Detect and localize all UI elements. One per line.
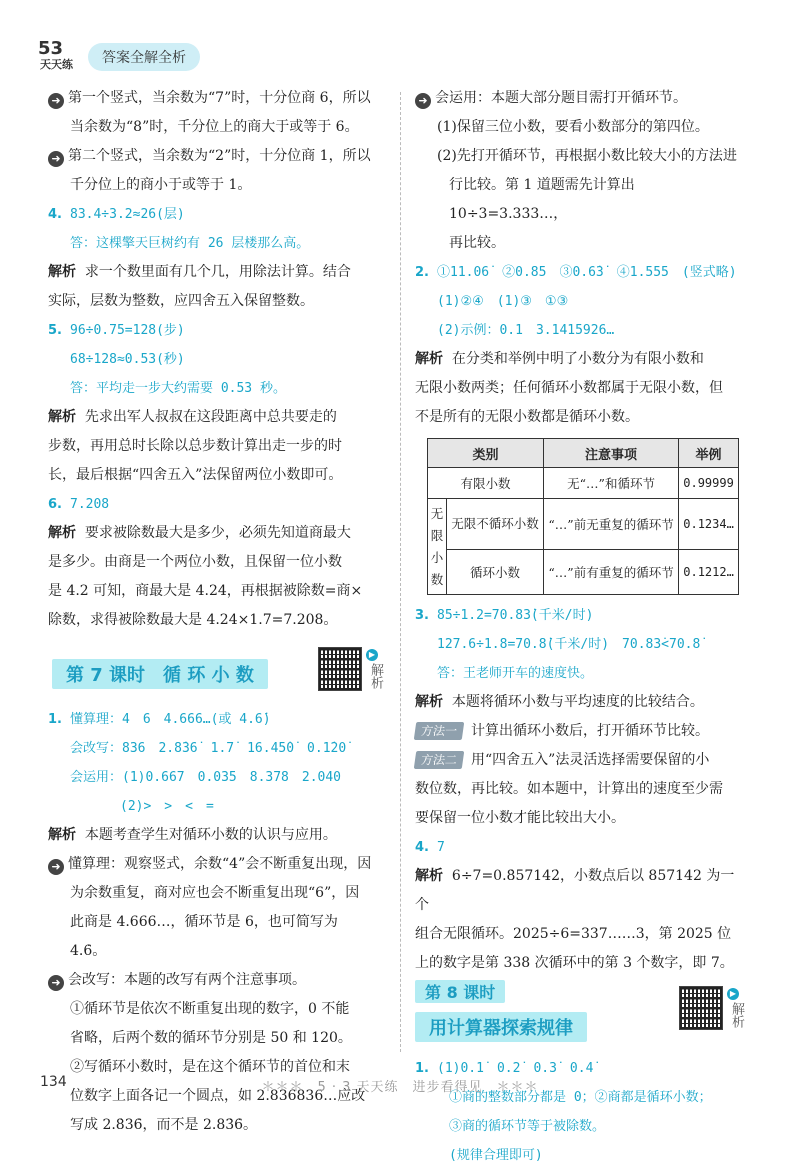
answer-line: 会运用：(1)0.667 0.035 8.378 2.040 <box>70 770 342 785</box>
arrow-icon: ➜ <box>48 859 64 875</box>
answer-6: 6. 7.208 <box>48 497 110 512</box>
lesson-number: 第 8 课时 <box>415 980 505 1003</box>
brand-logo <box>36 40 80 74</box>
text-line: 省略，后两个数的循环节分别是 50 和 120。 <box>70 1030 352 1046</box>
arrow-icon: ➜ <box>48 151 64 167</box>
explanation: 解析 要求被除数最大是多少，必须先知道商最大 <box>48 525 351 541</box>
explanation: 解析 先求出军人叔叔在这段距离中总共要走的 <box>48 409 337 425</box>
text-line: ➜ 第二个竖式，当余数为“2”时，十分位商 1，所以 <box>48 142 378 171</box>
table-row: 循环小数 “…”前有重复的循环节 0.1212… <box>428 550 739 595</box>
explanation: 解析 本题将循环小数与平均速度的比较结合。 <box>415 694 704 710</box>
method-1: 方法一 计算出循环小数后，打开循环节比较。 <box>415 717 745 746</box>
text-line: ➜ 会运用：本题大部分题目需打开循环节。 <box>415 84 745 113</box>
text-line: 不是所有的无限小数都是循环小数。 <box>415 409 639 425</box>
text-line: 行比较。第 1 道题需先计算出 10÷3=3.333…， <box>449 177 635 222</box>
answer-line: (规律合理即可) <box>449 1148 543 1163</box>
text-line: ➜ 懂算理：观察竖式，余数“4”会不断重复出现，因 <box>48 850 378 879</box>
text-line: 组合无限循环。2025÷6=337……3，第 2025 位 <box>415 926 732 942</box>
answer-4: 4. 83.4÷3.2≈26(层) <box>48 207 185 222</box>
text-line: 长，最后根据“四舍五入”法保留两位小数即可。 <box>48 467 343 483</box>
table-header: 类别 <box>428 439 544 468</box>
answer-line: ①商的整数部分都是 0；②商都是循环小数； <box>449 1090 712 1105</box>
arrow-icon: ➜ <box>48 975 64 991</box>
qr-label: 解析 <box>729 1002 744 1028</box>
text-line: 上的数字是第 338 次循环中的第 3 个数字，即 7。 <box>415 955 734 971</box>
answer-2: 2. ①11.06̇ ②0.85 ③0.6̇3̇ ④1.555 (竖式略) <box>415 265 737 280</box>
text-line: 写成 2.8̇36̇，而不是 2.83̇6̇。 <box>70 1117 258 1133</box>
table-row: 有限小数 无“…”和循环节 0.99999 <box>428 468 739 499</box>
left-column <box>48 84 383 1140</box>
text-line: ①循环节是依次不断重复出现的数字，0 不能 <box>70 1001 350 1017</box>
explanation: 解析 求一个数里面有几个几，用除法计算。结合 <box>48 264 351 280</box>
lesson-title: 用计算器探索规律 <box>415 1012 587 1042</box>
answer-s1: 1. 懂算理：4 6 4.666…(或 4.6̇) <box>48 712 271 727</box>
text-line: 是多少。由商是一个两位小数，且保留一位小数 <box>48 554 342 570</box>
text-line: 是 4.2 可知，商最大是 4.24，再根据被除数=商× <box>48 583 363 599</box>
qr-label: 解析 <box>368 663 383 689</box>
text-line: 数位数，再比较。如本题中，计算出的速度至少需 <box>415 781 723 797</box>
answer-p1: 1. (1)0.1̇ 0.2̇ 0.3̇ 0.4̇ <box>415 1061 594 1076</box>
method-2: 方法二 用“四舍五入”法灵活选择需要保留的小 <box>415 746 745 775</box>
logo-number: 53 <box>38 38 64 59</box>
qr-code-icon[interactable] <box>679 986 723 1030</box>
text-line: (2)先打开循环节，再根据小数比较大小的方法进 <box>437 148 737 164</box>
answer-line: 会改写：836 2.8̇36̇ 1.7̇ 16.45̇0̇ 0.1̇20̇ <box>70 741 347 756</box>
text-line: ➜ 会改写：本题的改写有两个注意事项。 <box>48 966 378 995</box>
play-icon: ▶ <box>727 988 739 1000</box>
answer-line: (2)> > < = <box>120 799 214 814</box>
text-line: (1)保留三位小数，要看小数部分的第四位。 <box>437 119 709 135</box>
explanation: 解析 6÷7=0.8̇57142̇，小数点后以 857142 为一个 <box>415 868 735 913</box>
text-line: 无限小数两类；任何循环小数都属于无限小数，但 <box>415 380 723 396</box>
answer-4: 4. 7 <box>415 840 445 855</box>
answer-line: 答：平均走一步大约需要 0.53 秒。 <box>70 381 286 396</box>
text-line: 实际，层数为整数，应四舍五入保留整数。 <box>48 293 314 309</box>
answer-line: 答：这棵擎天巨树约有 26 层楼那么高。 <box>70 236 310 251</box>
lesson-7-banner <box>48 639 383 705</box>
lesson-title: 第 7 课时 循 环 小 数 <box>52 659 268 689</box>
table-header: 注意事项 <box>544 439 679 468</box>
footer-slogan: ＊＊＊ 5 · 3 天天练 进步看得见 ＊＊＊ <box>261 1080 539 1095</box>
text-line: 为余数重复，商对应也会不断重复出现“6”，因 <box>70 885 360 901</box>
text-line: 位数字上面各记一个圆点，如 2.836836…应改 <box>70 1088 366 1104</box>
column-divider <box>400 92 401 1052</box>
arrow-icon: ➜ <box>48 93 64 109</box>
answer-line: 127.6÷1.8=70.8̇(千米/时) 70.83̇<70.8̇ <box>437 637 701 652</box>
text-line: ➜ 第一个竖式，当余数为“7”时，十分位商 6，所以 <box>48 84 378 113</box>
decimal-table <box>427 438 739 595</box>
page-number: 134 <box>40 1074 67 1090</box>
header-title: 答案全解全析 <box>88 43 200 71</box>
answer-line: (2)示例：0.1 3.1415926… <box>437 323 615 338</box>
answer-3: 3. 85÷1.2=70.83̇(千米/时) <box>415 608 594 623</box>
answer-line: ③商的循环节等于被除数。 <box>449 1119 606 1134</box>
text-line: 千分位上的商小于或等于 1。 <box>70 177 252 193</box>
answer-line: 68÷128≈0.53(秒) <box>70 352 185 367</box>
lesson-8-banner <box>415 978 745 1054</box>
arrow-icon: ➜ <box>415 93 431 109</box>
explanation: 解析 在分类和举例中明了小数分为有限小数和 <box>415 351 704 367</box>
answer-5: 5. 96÷0.75=128(步) <box>48 323 185 338</box>
header <box>36 40 200 74</box>
text-line: 要保留一位小数才能比较出大小。 <box>415 810 625 826</box>
qr-code-icon[interactable] <box>318 647 362 691</box>
table-header: 举例 <box>679 439 739 468</box>
right-column <box>415 84 745 1170</box>
explanation: 解析 本题考查学生对循环小数的认识与应用。 <box>48 827 337 843</box>
text-line: 当余数为“8”时，千分位上的商大于或等于 6。 <box>70 119 359 135</box>
logo-text: 天天练 <box>40 58 73 71</box>
text-line: 此商是 4.666…，循环节是 6，也可简写为 4.6̇。 <box>70 914 338 959</box>
text-line: 步数，再用总时长除以总步数计算出走一步的时 <box>48 438 342 454</box>
answer-line: 答：王老师开车的速度快。 <box>437 666 594 681</box>
answer-line: (1)②④ (1)③ ①③ <box>437 294 569 309</box>
text-line: 再比较。 <box>449 235 505 251</box>
play-icon: ▶ <box>366 649 378 661</box>
table-row: 无限小数 无限不循环小数 “…”前无重复的循环节 0.1234… <box>428 499 739 550</box>
text-line: ②写循环小数时，是在这个循环节的首位和末 <box>70 1059 350 1075</box>
text-line: 除数，求得被除数最大是 4.24×1.7=7.208。 <box>48 612 338 628</box>
